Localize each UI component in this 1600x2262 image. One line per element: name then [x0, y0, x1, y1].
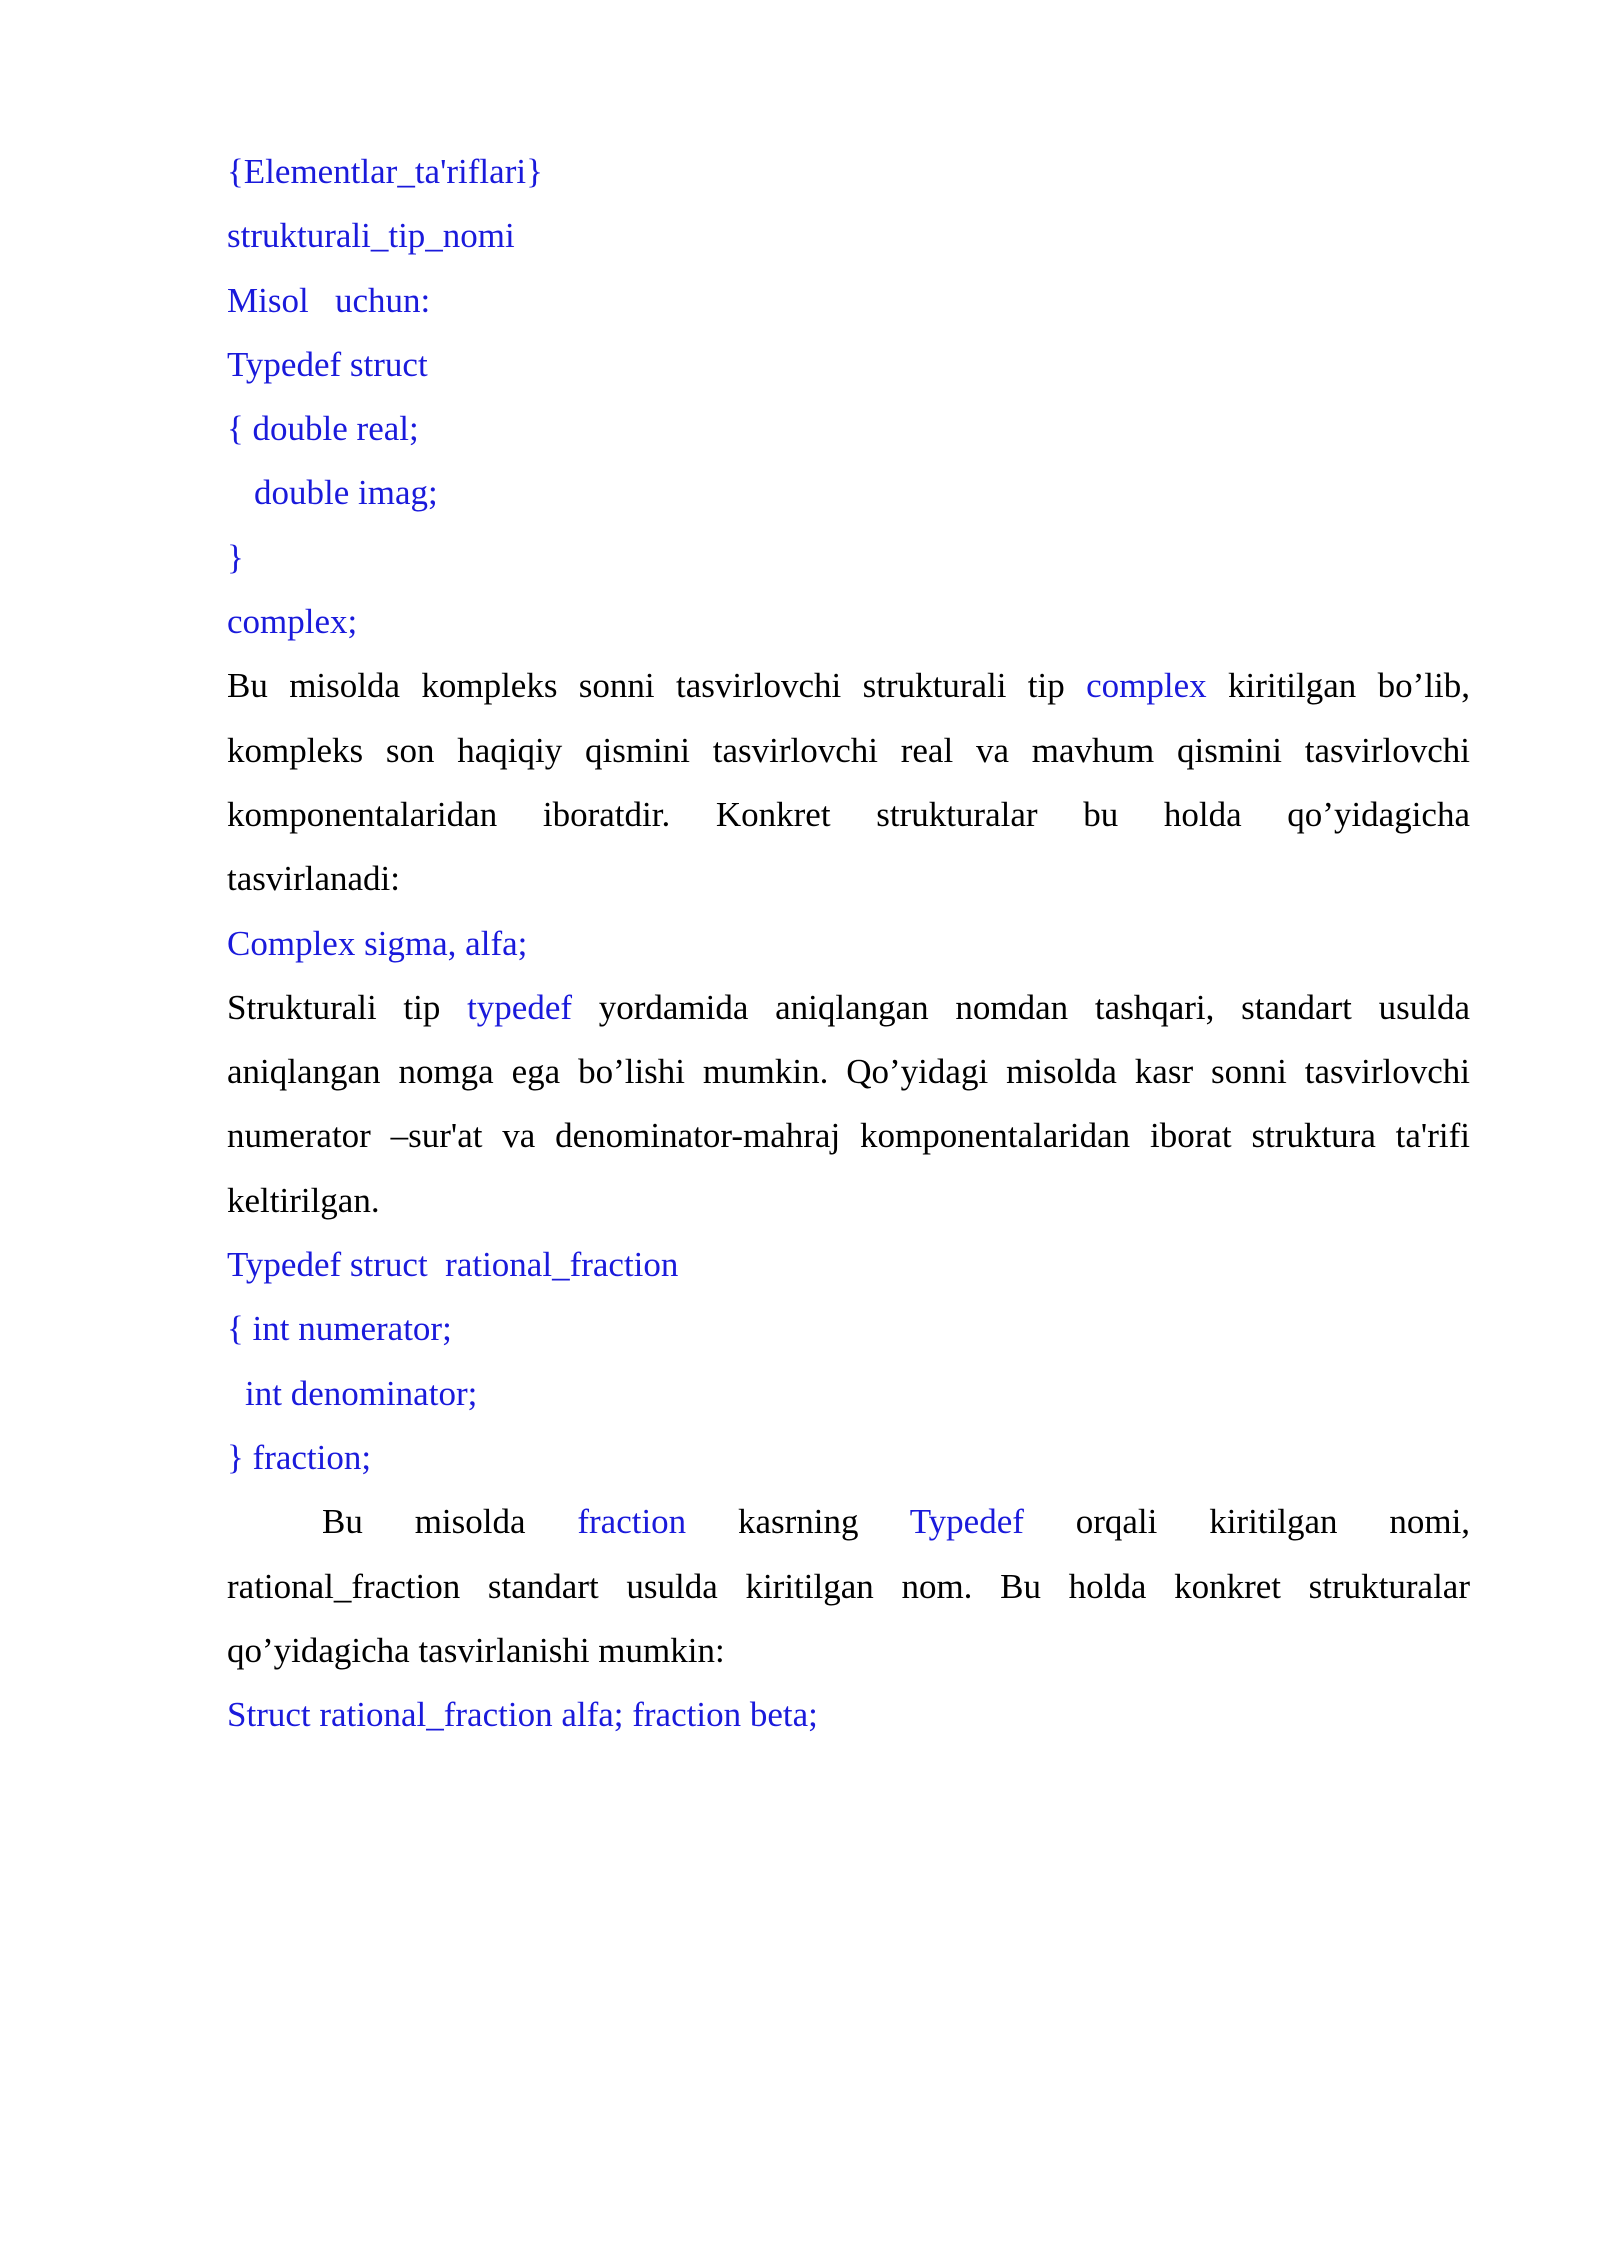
code-line: Typedef struct rational_fraction	[227, 1245, 679, 1285]
paragraph-line	[227, 654, 1470, 718]
inline-code: fraction	[577, 1502, 687, 1542]
code-line: Struct rational_fraction alfa; fraction beta;	[227, 1695, 818, 1735]
code-line: strukturali_tip_nomi	[227, 216, 515, 256]
code-line: Complex sigma, alfa;	[227, 923, 528, 963]
paragraph-line: kompleks son haqiqiy qismini tasvirlovchi real va mavhum qismini tasvirlovchi	[227, 730, 1470, 770]
paragraph-word: orqali	[1075, 1502, 1158, 1542]
code-line: {Elementlar_ta'riflari}	[227, 152, 543, 191]
paragraph-text: Strukturali tip	[227, 987, 468, 1027]
document-page	[227, 140, 1470, 1747]
paragraph-line	[227, 976, 1470, 1040]
paragraph-line: aniqlangan nomga ega bo’lishi mumkin. Qo’yidagi misolda kasr sonni tasvirlovchi	[227, 1052, 1470, 1092]
paragraph-word: kiritilgan	[1209, 1502, 1338, 1542]
paragraph-line	[227, 1490, 1470, 1554]
paragraph-text: kiritilgan bo’lib,	[1206, 666, 1470, 706]
inline-code: complex	[1086, 666, 1207, 706]
code-line: } fraction;	[227, 1437, 372, 1477]
paragraph-word: nomi,	[1389, 1502, 1471, 1542]
code-line: double imag;	[254, 473, 438, 513]
paragraph-text: Bu misolda kompleks sonni tasvirlovchi strukturali tip	[227, 666, 1087, 706]
inline-code: Typedef	[909, 1502, 1024, 1542]
paragraph-text: yordamida aniqlangan nomdan tashqari, standart usulda	[572, 987, 1470, 1027]
code-line: complex;	[227, 602, 358, 642]
paragraph-line: tasvirlanadi:	[227, 859, 401, 899]
paragraph-line: numerator –sur'at va denominator-mahraj komponentalaridan iborat struktura ta'rifi	[227, 1116, 1470, 1156]
code-line: int denominator;	[245, 1373, 478, 1413]
code-line: }	[227, 537, 244, 577]
code-line: Typedef struct	[227, 344, 428, 384]
paragraph-word: misolda	[414, 1502, 526, 1542]
paragraph-line: rational_fraction standart usulda kiritilgan nom. Bu holda konkret strukturalar	[227, 1566, 1470, 1606]
code-line: { double real;	[227, 409, 419, 449]
inline-code: typedef	[467, 987, 573, 1027]
code-line: { int numerator;	[227, 1309, 452, 1349]
paragraph-line: qo’yidagicha tasvirlanishi mumkin:	[227, 1630, 725, 1670]
paragraph-word: Bu	[322, 1502, 363, 1542]
paragraph-word: kasrning	[738, 1502, 859, 1542]
paragraph-line: komponentalaridan iboratdir. Konkret strukturalar bu holda qo’yidagicha	[227, 794, 1470, 834]
paragraph-line: keltirilgan.	[227, 1180, 380, 1220]
code-line: Misol uchun:	[227, 280, 431, 320]
